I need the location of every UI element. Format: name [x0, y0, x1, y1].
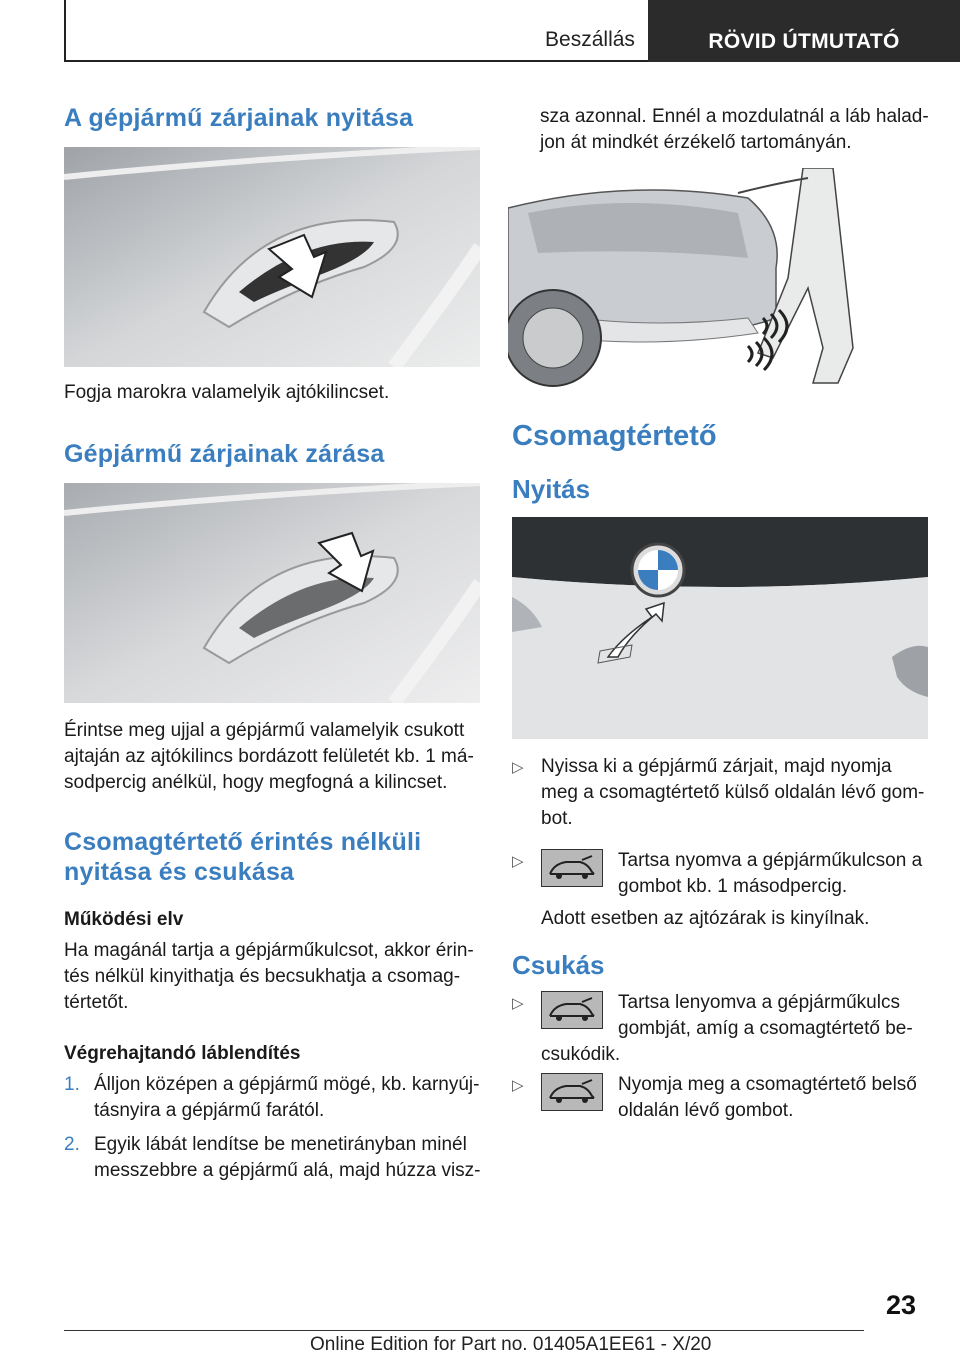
close-text-line-2: ajtaján az ajtókilincs bordázott felületét kb. 1 má‐ — [64, 746, 474, 767]
close-locks-title: Gépjármű zárjainak zárása — [64, 440, 385, 468]
quick-guide-tab: RÖVID ÚTMUTATÓ — [648, 0, 960, 62]
step-2-line-2: messzebbre a gépjármű alá, majd húzza visz‐ — [94, 1160, 481, 1181]
open-item-2-line-1: Tartsa nyomva a gépjárműkulcson a — [618, 850, 923, 871]
close-text-line-1: Érintse meg ujjal a gépjármű valamelyik csukott — [64, 720, 465, 741]
step-2-line-1: Egyik lábát lendítse be menetirányban minél — [94, 1134, 467, 1155]
car-trunk-button-icon — [541, 991, 603, 1029]
footer-divider — [64, 1330, 864, 1331]
close-item-2-line-2: oldalán lévő gombot. — [618, 1100, 794, 1121]
open-locks-title: A gépjármű zárjainak nyitása — [64, 104, 414, 132]
triangle-bullet-icon: ▷ — [512, 1077, 524, 1094]
step-number: 2. — [64, 1134, 80, 1155]
step-number: 1. — [64, 1074, 80, 1095]
open-caption: Fogja marokra valamelyik ajtókilincset. — [64, 382, 390, 403]
principle-line-2: tés nélkül kinyithatja és becsukhatja a csomag‐ — [64, 966, 461, 987]
trunk-button-figure — [512, 517, 928, 739]
touchless-title-line-2: nyitása és csukása — [64, 858, 295, 886]
open-item-1-line-1: Nyissa ki a gépjármű zárjait, majd nyomja — [541, 756, 892, 777]
trunk-title: Csomagtértető — [512, 420, 717, 452]
car-trunk-button-icon — [541, 849, 603, 887]
open-note: Adott esetben az ajtózárak is kinyílnak. — [541, 908, 870, 929]
triangle-bullet-icon: ▷ — [512, 759, 524, 776]
door-handle-open-figure — [64, 147, 480, 367]
open-item-2-line-2: gombot kb. 1 másodpercig. — [618, 876, 848, 897]
step-1-line-1: Álljon középen a gépjármű mögé, kb. karnyúj‐ — [94, 1074, 480, 1095]
triangle-bullet-icon: ▷ — [512, 995, 524, 1012]
close-item-1-line-3: csukódik. — [541, 1044, 621, 1065]
open-subtitle: Nyitás — [512, 474, 591, 504]
gesture-label: Végrehajtandó láblendítés — [64, 1043, 301, 1064]
principle-label: Működési elv — [64, 909, 184, 930]
open-item-1-line-2: meg a csomagtértető külső oldalán lévő gom‐ — [541, 782, 925, 803]
close-item-1-line-1: Tartsa lenyomva a gépjárműkulcs — [618, 992, 900, 1013]
continued-line-2: jon át mindkét érzékelő tartományán. — [540, 132, 852, 153]
kick-gesture-figure — [508, 168, 863, 390]
close-item-1-line-2: gombját, amíg a csomagtértető be‐ — [618, 1018, 913, 1039]
edition-text: Online Edition for Part no. 01405A1EE61 - X/20 — [310, 1334, 712, 1355]
close-subtitle: Csukás — [512, 950, 605, 980]
open-item-1-line-3: bot. — [541, 808, 573, 829]
principle-line-1: Ha magánál tartja a gépjárműkulcsot, akkor érin‐ — [64, 940, 474, 961]
touchless-title-line-1: Csomagtértető érintés nélküli — [64, 828, 422, 856]
page-number: 23 — [886, 1290, 917, 1320]
car-trunk-button-icon — [541, 1073, 603, 1111]
continued-line-1: sza azonnal. Ennél a mozdulatnál a láb halad‐ — [540, 106, 929, 127]
principle-line-3: tértetőt. — [64, 992, 129, 1013]
section-tab: Beszállás — [545, 28, 635, 51]
door-handle-close-figure — [64, 483, 480, 703]
close-item-2-line-1: Nyomja meg a csomagtértető belső — [618, 1074, 917, 1095]
triangle-bullet-icon: ▷ — [512, 853, 524, 870]
step-1-line-2: tásnyira a gépjármű farától. — [94, 1100, 325, 1121]
close-text-line-3: sodpercig anélkül, hogy megfogná a kilincset. — [64, 772, 448, 793]
